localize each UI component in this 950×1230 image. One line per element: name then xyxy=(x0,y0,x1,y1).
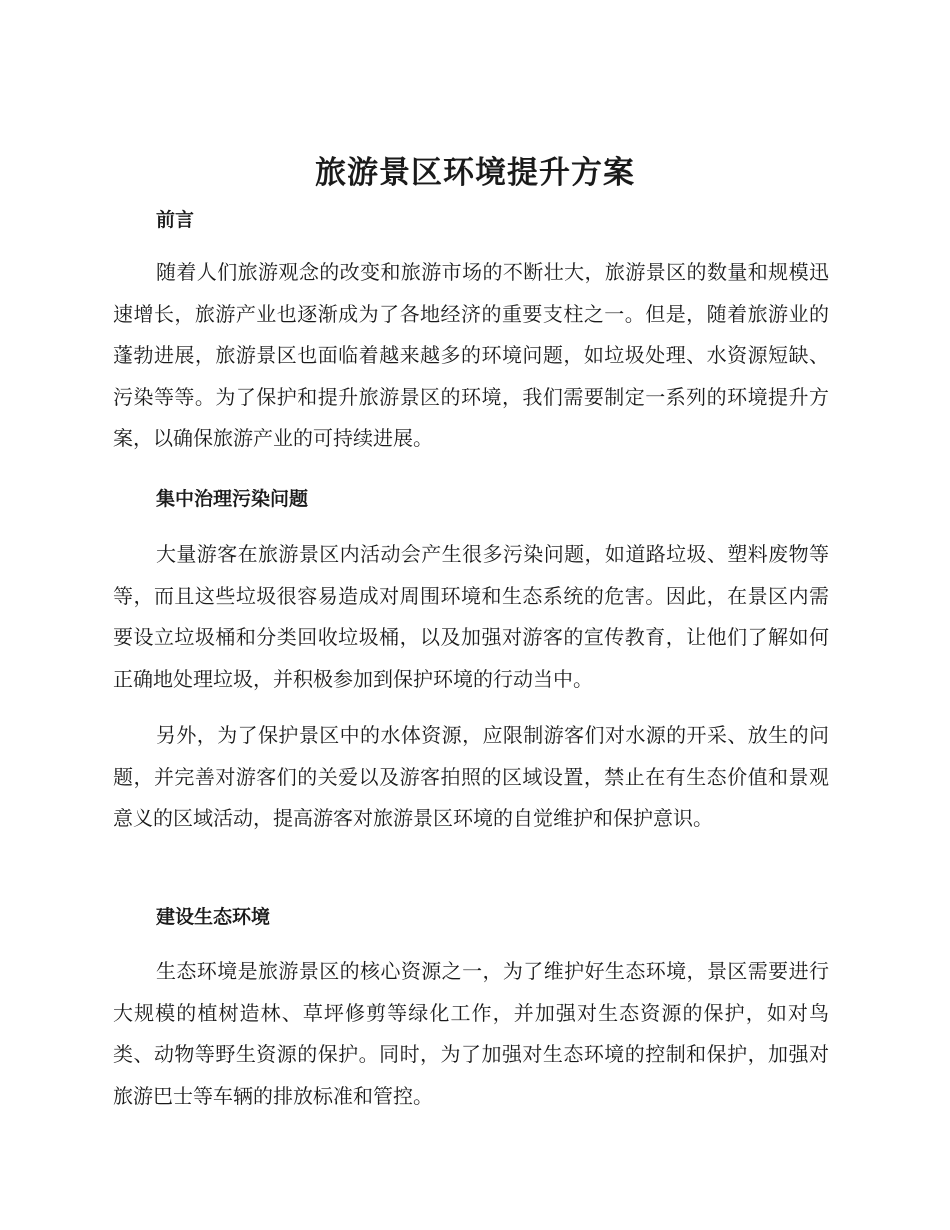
document-title: 旅游景区环境提升方案 xyxy=(315,155,635,191)
paragraph: 另外，为了保护景区中的水体资源，应限制游客们对水源的开采、放生的问题，并完善对游客们的关爱以及游客拍照的区域设置，禁止在有生态价值和景观意义的区域活动，提高游客对旅游景区环境的自觉维护和保护意识。 xyxy=(113,723,829,830)
paragraph: 生态环境是旅游景区的核心资源之一，为了维护好生态环境，景区需要进行大规模的植树造林、草坪修剪等绿化工作，并加强对生态资源的保护，如对鸟类、动物等野生资源的保护。同时，为了加强对生态环境的控制和保护，加强对旅游巴士等车辆的排放标准和管控。 xyxy=(113,959,829,1108)
paragraph: 大量游客在旅游景区内活动会产生很多污染问题，如道路垃圾、塑料废物等等，而且这些垃圾很容易造成对周围环境和生态系统的危害。因此，在景区内需要设立垃圾桶和分类回收垃圾桶，以及加强对游客的宣传教育，让他们了解如何正确地处理垃圾，并积极参加到保护环境的行动当中。 xyxy=(113,542,829,691)
section-heading-ecology: 建设生态环境 xyxy=(156,906,271,928)
section-heading-preface: 前言 xyxy=(156,209,195,231)
section-heading-pollution: 集中治理污染问题 xyxy=(156,488,309,510)
paragraph: 随着人们旅游观念的改变和旅游市场的不断壮大，旅游景区的数量和规模迅速增长，旅游产业也逐渐成为了各地经济的重要支柱之一。但是，随着旅游业的蓬勃进展，旅游景区也面临着越来越多的环境问题，如垃圾处理、水资源短缺、污染等等。为了保护和提升旅游景区的环境，我们需要制定一系列的环境提升方案，以确保旅游产业的可持续进展。 xyxy=(113,260,829,450)
